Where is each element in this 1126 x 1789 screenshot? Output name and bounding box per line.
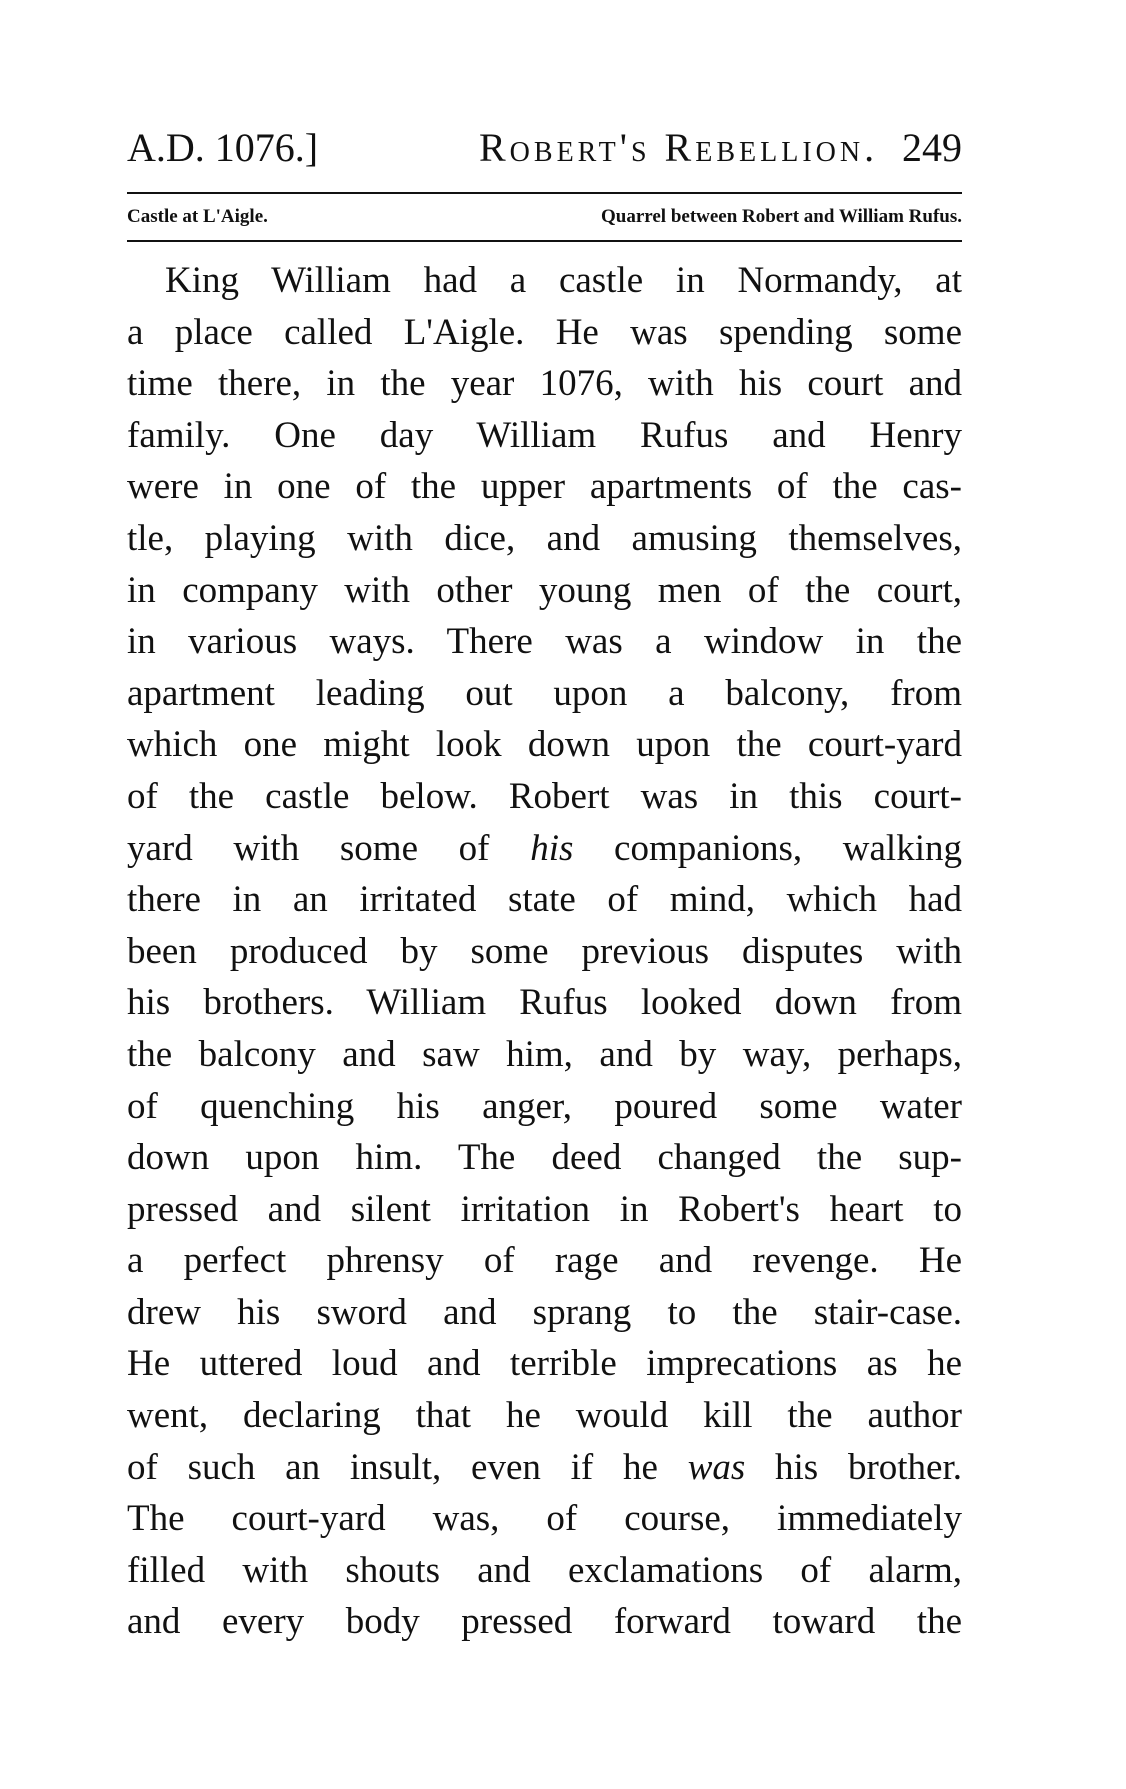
text-line: down upon him. The deed changed the sup- bbox=[127, 1137, 962, 1179]
text-line: family. One day William Rufus and Henry bbox=[127, 414, 962, 456]
text-line: were in one of the upper apartments of the cas- bbox=[127, 466, 962, 508]
text-line-mixed bbox=[127, 1442, 962, 1494]
subheader-right: Quarrel between Robert and William Rufus. bbox=[600, 206, 962, 227]
text-line: and every body pressed forward toward the bbox=[127, 1601, 962, 1643]
text-segment: his brother. bbox=[745, 1446, 963, 1488]
text-line: there in an irritated state of mind, which had bbox=[127, 879, 962, 921]
text-line: of quenching his anger, poured some water bbox=[127, 1085, 962, 1127]
chapter-title: Robert's Rebellion. bbox=[479, 125, 879, 170]
header-rule-top bbox=[127, 192, 962, 194]
text-line: been produced by some previous disputes with bbox=[127, 930, 962, 972]
text-line: his brothers. William Rufus looked down from bbox=[127, 982, 962, 1024]
text-line: drew his sword and sprang to the stair-case. bbox=[127, 1291, 962, 1333]
text-line: tle, playing with dice, and amusing themselves, bbox=[127, 517, 962, 559]
subheader-left: Castle at L'Aigle. bbox=[127, 206, 268, 227]
text-line: apartment leading out upon a balcony, from bbox=[127, 672, 962, 714]
text-line: went, declaring that he would kill the author bbox=[127, 1395, 962, 1437]
text-line: in various ways. There was a window in the bbox=[127, 621, 962, 663]
text-line: in company with other young men of the court, bbox=[127, 569, 962, 611]
text-line: time there, in the year 1076, with his court and bbox=[127, 363, 962, 405]
text-segment: of such an insult, even if he bbox=[127, 1446, 688, 1488]
text-line-mixed bbox=[127, 823, 962, 875]
text-line: King William had a castle in Normandy, at bbox=[165, 260, 962, 301]
emphasis-text: his bbox=[530, 827, 574, 869]
header-date: A.D. 1076.] bbox=[127, 125, 319, 170]
page-number: 249 bbox=[902, 125, 962, 170]
text-segment: yard with some of bbox=[127, 827, 531, 869]
header-rule-bottom bbox=[127, 240, 962, 242]
text-line: which one might look down upon the court-yard bbox=[127, 724, 962, 766]
text-line: He uttered loud and terrible imprecations as he bbox=[127, 1343, 962, 1385]
text-line: the balcony and saw him, and by way, perhaps, bbox=[127, 1033, 962, 1075]
body-text bbox=[127, 255, 962, 1648]
text-line: a perfect phrensy of rage and revenge. He bbox=[127, 1240, 962, 1282]
emphasis-text: was bbox=[687, 1446, 746, 1488]
text-line: a place called L'Aigle. He was spending some bbox=[127, 311, 962, 353]
text-line: of the castle below. Robert was in this court- bbox=[127, 775, 962, 817]
text-line: pressed and silent irritation in Robert's heart to bbox=[127, 1188, 962, 1230]
text-segment: companions, walking bbox=[573, 827, 962, 869]
running-head bbox=[127, 118, 962, 178]
subheader bbox=[127, 199, 962, 235]
text-line: filled with shouts and exclamations of alarm, bbox=[127, 1549, 962, 1591]
text-line: The court-yard was, of course, immediately bbox=[127, 1498, 962, 1540]
